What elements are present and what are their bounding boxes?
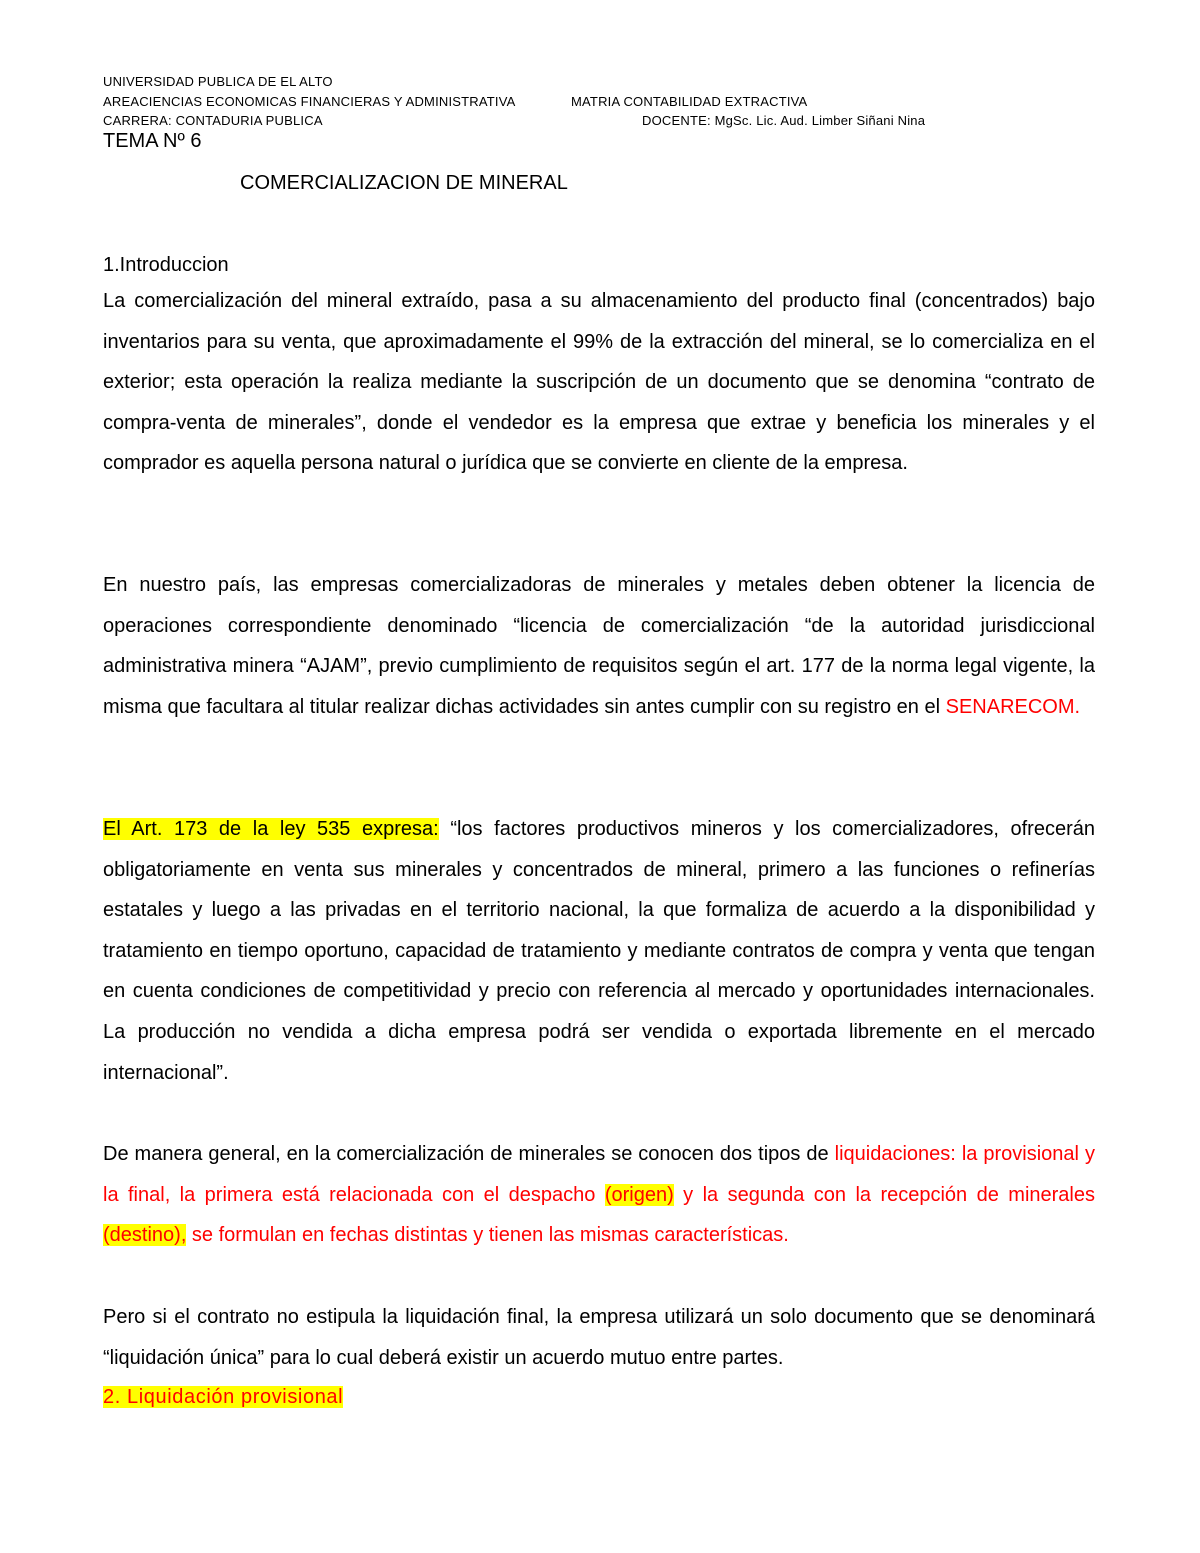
art-173-quote: “los factores productivos mineros y los comercializadores, ofrecerán obligatoriamente en venta sus minerales y concentrados de mineral, primero a las funciones o refinerías estatales y luego a las privadas en el territorio nacional, la que formaliza de acuerdo a la disponibilidad y tratamiento en tiempo oportuno, capacidad de tratamiento y mediante contratos de compra y venta que tengan en cuenta condiciones de competitividad y precio con referencia al mercado y oportunidades internacionales. La producción no vendida a dicha empresa podrá ser vendida o exportada libremente en el mercado internacional”. bbox=[103, 818, 1095, 1084]
paragraph-licencia bbox=[103, 565, 1095, 727]
paragraph-liquidaciones bbox=[103, 1134, 1095, 1256]
art-173-highlight: El Art. 173 de la ley 535 expresa: bbox=[103, 818, 439, 840]
destino-highlight: (destino), bbox=[103, 1224, 187, 1247]
paragraph-intro: La comercialización del mineral extraído, pasa a su almacenamiento del producto final (concentrados) bajo inventarios para su venta, que aproximadamente el 99% de la extracción del mineral, se lo comercializa en el exterior; esta operación la realiza mediante la suscripción de un documento que se denomina “contrato de compra-venta de minerales”, donde el vendedor es la empresa que extrae y beneficia los minerales y el comprador es aquella persona natural o jurídica que se convierte en cliente de la empresa. bbox=[103, 290, 1095, 475]
topic-number: TEMA Nº 6 bbox=[103, 130, 202, 152]
section-2-highlight: 2. Liquidación provisional bbox=[103, 1386, 344, 1408]
header-university: UNIVERSIDAD PUBLICA DE EL ALTO bbox=[103, 74, 333, 89]
liquidaciones-red-1: liquidaciones: la provisional y la final, la primera está relacionada con el despacho bbox=[103, 1143, 1095, 1206]
section-heading-introduccion: 1.Introduccion bbox=[103, 254, 229, 276]
header-area: AREACIENCIAS ECONOMICAS FINANCIERAS Y ADMINISTRATIVA bbox=[103, 94, 516, 109]
section-heading-liquidacion-provisional bbox=[103, 1386, 343, 1409]
paragraph-liquidacion-unica: Pero si el contrato no estipula la liquidación final, la empresa utilizará un solo documento que se denominará “liquidación única” para lo cual deberá existir un acuerdo mutuo entre partes. bbox=[103, 1306, 1095, 1369]
senarecom-text: SENARECOM. bbox=[945, 695, 1081, 718]
header-subject: MATRIA CONTABILIDAD EXTRACTIVA bbox=[571, 94, 808, 109]
liquidaciones-red-3: se formulan en fechas distintas y tienen las mismas características. bbox=[186, 1224, 789, 1247]
document-title: COMERCIALIZACION DE MINERAL bbox=[240, 172, 568, 194]
header-career: CARRERA: CONTADURIA PUBLICA bbox=[103, 113, 323, 128]
paragraph-licencia-text: En nuestro país, las empresas comercializadoras de minerales y metales deben obtener la licencia de operaciones correspondiente denominado “licencia de comercialización “de la autoridad jurisdiccional administrativa minera “AJAM”, previo cumplimiento de requisitos según el art. 177 de la norma legal vigente, la misma que facultara al titular realizar dichas actividades sin antes cumplir con su registro en el bbox=[103, 574, 1095, 718]
paragraph-art-173 bbox=[103, 809, 1095, 1093]
liquidaciones-intro: De manera general, en la comercialización de minerales se conocen dos tipos de bbox=[103, 1143, 835, 1165]
origen-highlight: (origen) bbox=[604, 1183, 674, 1206]
liquidaciones-red-2: y la segunda con la recepción de minerales bbox=[673, 1183, 1095, 1206]
header-teacher: DOCENTE: MgSc. Lic. Aud. Limber Siñani Nina bbox=[642, 113, 926, 128]
